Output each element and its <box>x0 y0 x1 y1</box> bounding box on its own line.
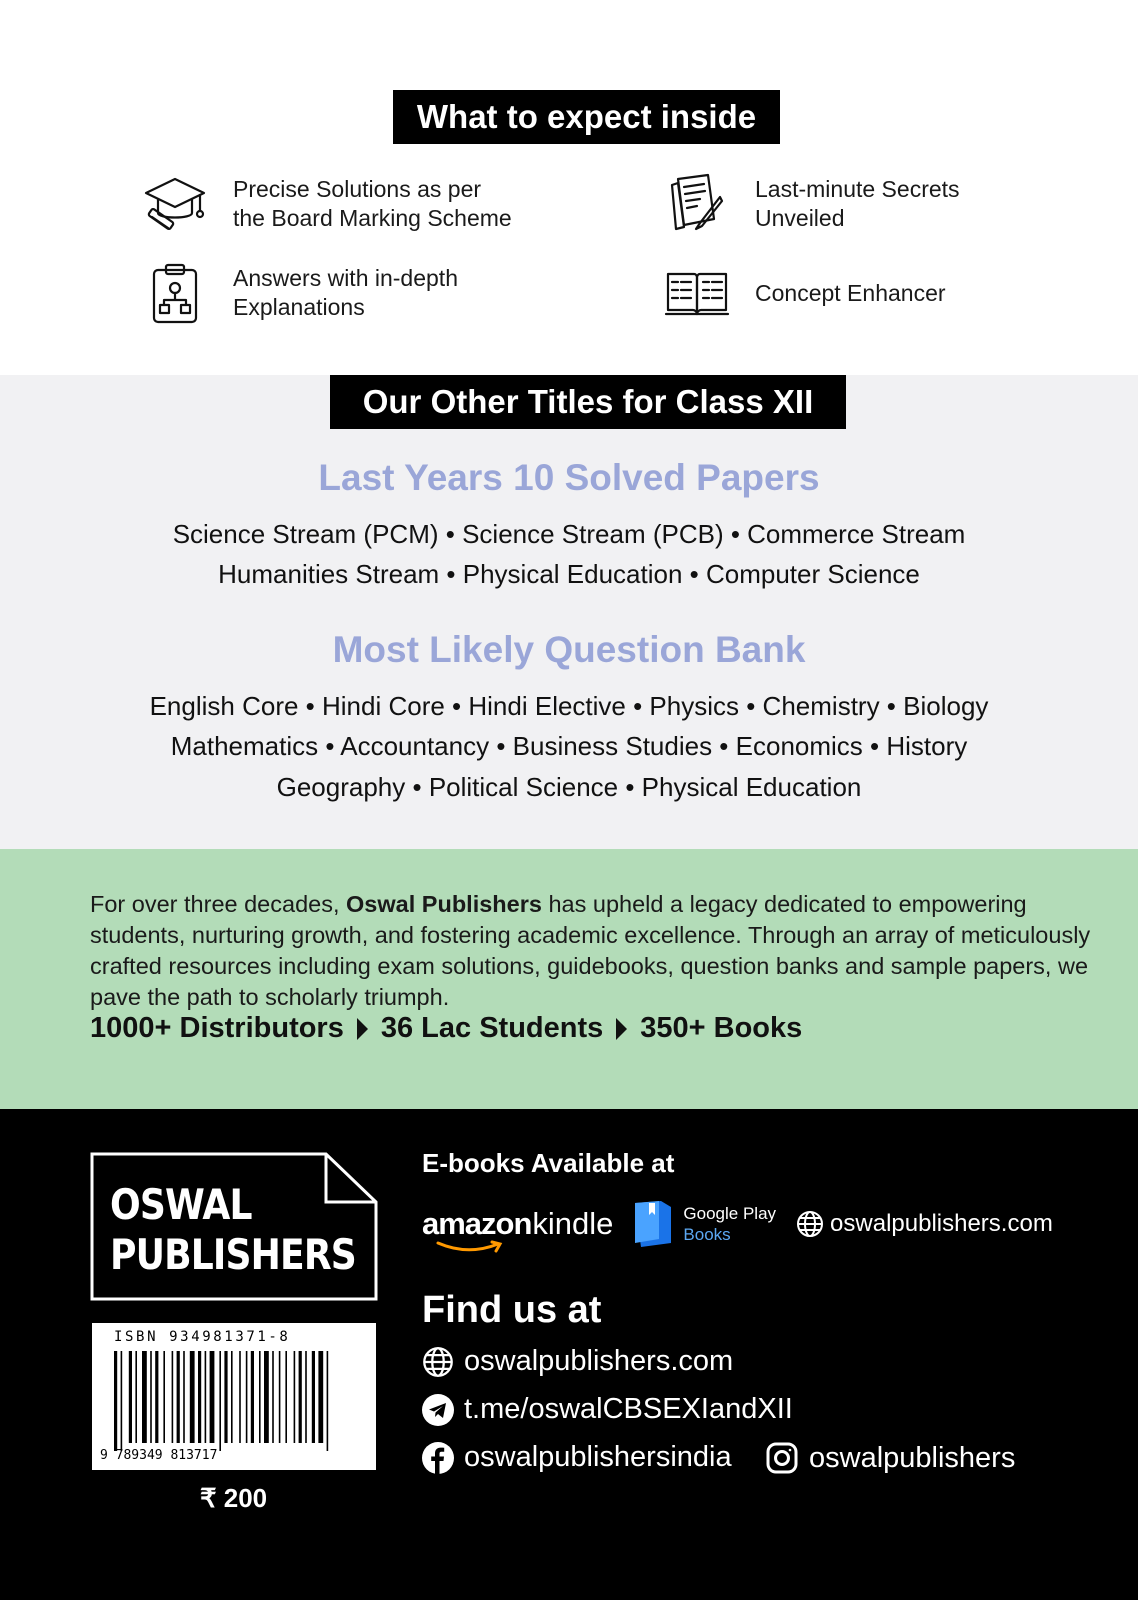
feature-concept-enhancer <box>662 258 946 328</box>
graduation-cap-icon <box>140 169 210 239</box>
logo-line2: PUBLISHERS <box>110 1230 356 1279</box>
footer-section <box>0 1109 1138 1600</box>
other-titles-heading: Our Other Titles for Class XII <box>330 375 846 429</box>
kindle-word: kindle <box>532 1206 614 1241</box>
series-line: Humanities Stream • Physical Education • Computer Science <box>218 559 920 589</box>
triangle-right-icon <box>357 1018 368 1040</box>
books-label: Books <box>683 1225 731 1244</box>
series-title-solved-papers: Last Years 10 Solved Papers <box>318 457 820 498</box>
clipboard-flowchart-icon <box>140 258 210 328</box>
triangle-right-icon <box>616 1018 627 1040</box>
google-play-books-icon <box>631 1199 675 1249</box>
series-line: Geography • Political Science • Physical Education <box>276 772 862 802</box>
feature-text: Answers with in-depth Explanations <box>233 265 458 320</box>
amazon-word: amazon <box>422 1206 532 1241</box>
isbn-number: ISBN 934981371-8 <box>114 1329 291 1345</box>
other-titles-section <box>0 375 1138 849</box>
find-us-label: Find us at <box>422 1289 602 1331</box>
about-section <box>0 849 1138 1109</box>
feature-precise-solutions <box>140 169 512 239</box>
publisher-logo <box>90 1152 378 1301</box>
logo-line1: OSWAL <box>110 1180 252 1229</box>
telegram-icon <box>422 1394 454 1426</box>
series-line: Mathematics • Accountancy • Business Studies • Economics • History <box>170 731 968 761</box>
stat-distributors: 1000+ Distributors <box>90 1012 344 1044</box>
globe-icon <box>796 1210 824 1238</box>
facebook-text: oswalpublishersindia <box>464 1441 732 1473</box>
feature-answers-explanations <box>140 258 458 328</box>
stat-students: 36 Lac Students <box>380 1012 604 1044</box>
feature-last-minute-secrets <box>662 169 960 239</box>
website-text: oswalpublishers.com <box>464 1345 734 1377</box>
instagram-icon <box>765 1441 799 1475</box>
feature-text: Precise Solutions as per the Board Marking Scheme <box>233 176 512 231</box>
about-text-start: For over three decades, <box>90 891 347 917</box>
open-book-icon <box>662 258 732 328</box>
brand-name: Oswal Publishers <box>346 891 542 917</box>
amazon-smile-icon <box>436 1240 506 1254</box>
ebooks-label: E-books Available at <box>422 1148 675 1178</box>
stats-row <box>90 1012 802 1045</box>
about-paragraph <box>90 889 1100 1013</box>
telegram-text: t.me/oswalCBSEXIandXII <box>464 1393 793 1425</box>
google-play-books-logo[interactable] <box>631 1199 776 1249</box>
logo-text <box>110 1180 356 1280</box>
barcode-digits: 9 789349 813717 <box>100 1448 218 1463</box>
ebooks-website-text: oswalpublishers.com <box>830 1210 1053 1237</box>
isbn-barcode <box>92 1323 376 1470</box>
series-title-question-bank: Most Likely Question Bank <box>332 629 806 670</box>
notepad-pencil-icon <box>662 169 732 239</box>
facebook-icon <box>422 1442 454 1474</box>
series-line: Science Stream (PCM) • Science Stream (PCB) • Commerce Stream <box>172 519 966 549</box>
store-row <box>422 1199 1053 1249</box>
stat-books: 350+ Books <box>640 1012 803 1044</box>
globe-icon <box>422 1346 454 1378</box>
about-text-end: has upheld a legacy dedicated to empowering students, nurturing growth, and fostering academic excellence. Through an array of meticulously crafted resources including exam solutions, guidebooks, question banks and sample papers, we pave the path to scholarly triumph. <box>90 891 1091 1010</box>
facebook-link[interactable] <box>422 1441 732 1474</box>
ebooks-website-link[interactable] <box>796 1210 1053 1238</box>
instagram-link[interactable] <box>765 1441 1015 1475</box>
website-link[interactable] <box>422 1345 733 1378</box>
price: ₹ 200 <box>200 1483 268 1513</box>
feature-text: Last-minute Secrets Unveiled <box>755 176 960 231</box>
instagram-text: oswalpublishers <box>809 1441 1016 1474</box>
expect-section <box>0 0 1138 375</box>
feature-text: Concept Enhancer <box>755 279 946 306</box>
series-line: English Core • Hindi Core • Hindi Elective • Physics • Chemistry • Biology <box>149 691 989 721</box>
amazon-kindle-logo[interactable] <box>422 1206 613 1242</box>
telegram-link[interactable] <box>422 1393 793 1426</box>
google-play-label: Google Play <box>683 1204 777 1223</box>
expect-heading: What to expect inside <box>393 90 780 144</box>
